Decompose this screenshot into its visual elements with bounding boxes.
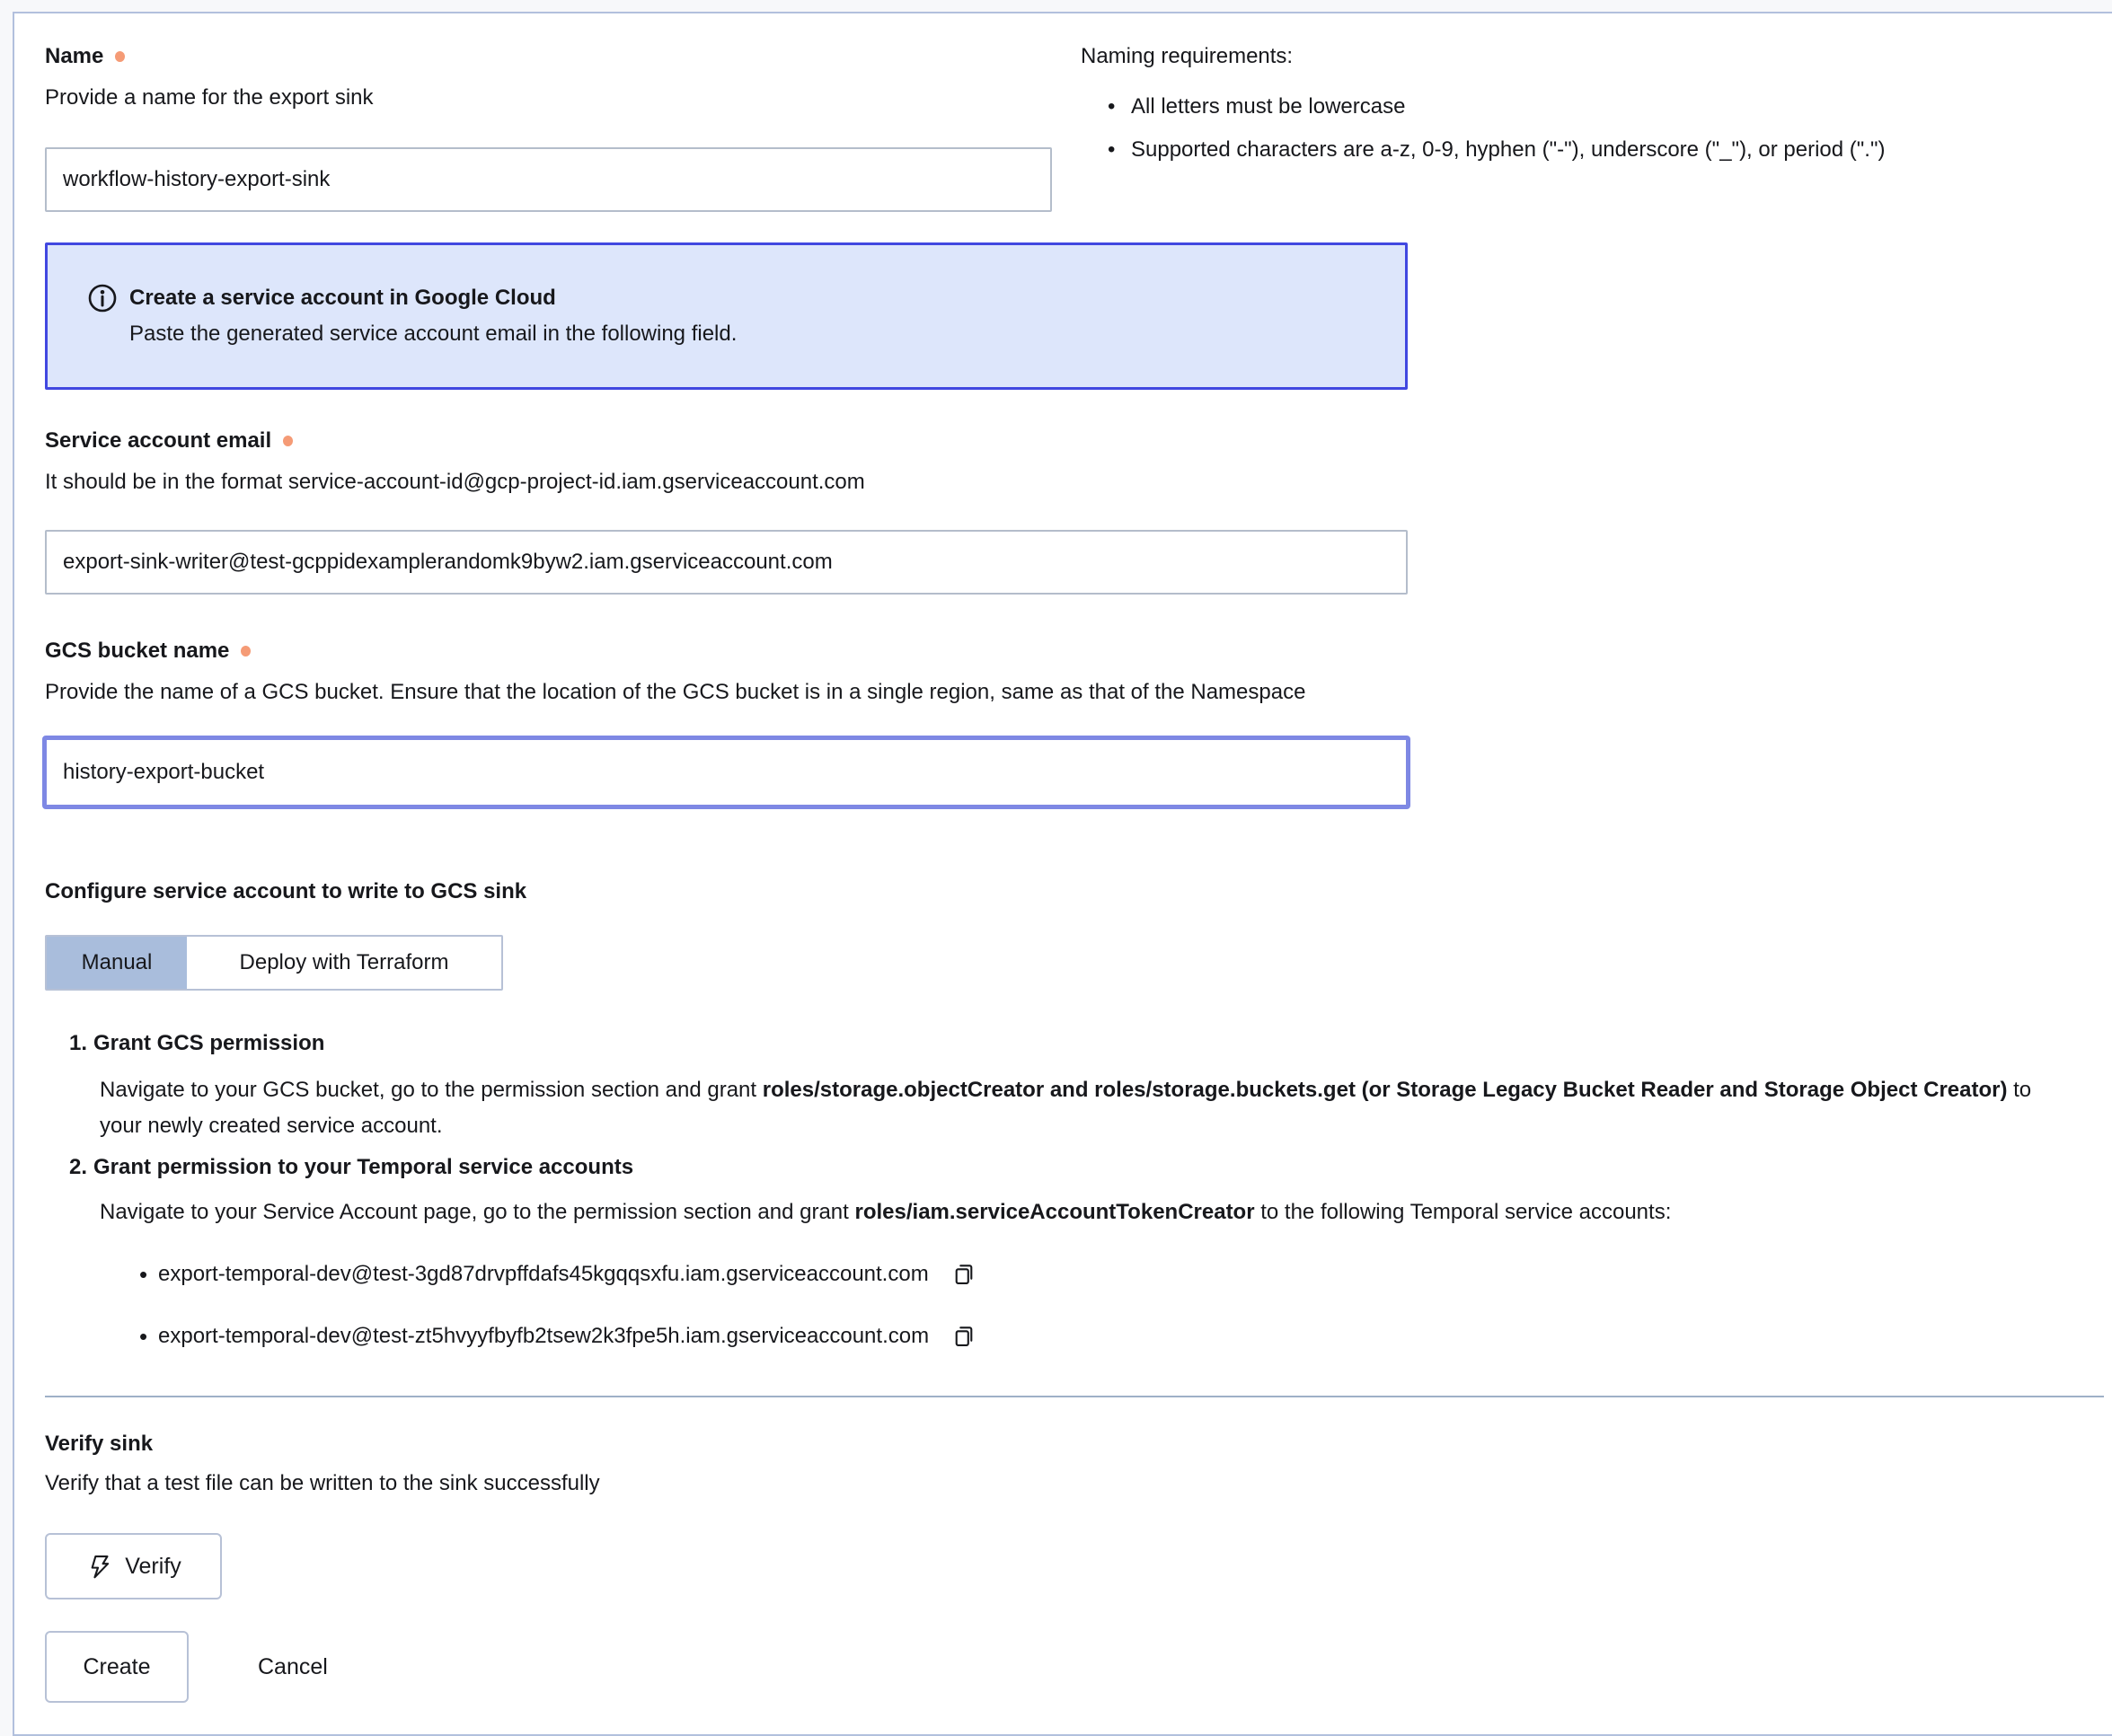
info-banner-title: Create a service account in Google Cloud <box>129 286 556 310</box>
name-field-label <box>45 43 1052 70</box>
naming-requirement-item <box>1081 137 1885 163</box>
copy-button[interactable] <box>951 1261 976 1288</box>
step-number: 2. <box>69 1155 88 1179</box>
cancel-button[interactable]: Cancel <box>249 1631 337 1703</box>
copy-icon <box>951 1261 976 1288</box>
copy-button[interactable] <box>951 1323 976 1350</box>
bullet-icon: • <box>139 1323 148 1350</box>
configure-section-heading: Configure service account to write to GCS sink <box>45 879 527 903</box>
tab-manual[interactable]: Manual <box>47 937 187 989</box>
bullet-icon: • <box>1108 94 1116 119</box>
service-account-description: It should be in the format service-account-id@gcp-project-id.iam.gserviceaccount.com <box>45 470 865 494</box>
list-item <box>139 1318 2104 1354</box>
step-grant-gcs-permission <box>45 1029 2104 1144</box>
name-label-text: Name <box>45 44 104 68</box>
bucket-field-description: Provide the name of a GCS bucket. Ensure that the location of the GCS bucket is in a single region, same as that of the Namespace <box>45 680 1306 704</box>
info-icon <box>87 283 118 313</box>
name-field-description: Provide a name for the export sink <box>45 85 374 110</box>
temporal-service-account-list <box>45 1256 2104 1354</box>
service-account-field-label <box>45 427 2104 454</box>
configure-tabs <box>45 935 503 991</box>
copy-icon <box>951 1323 976 1350</box>
naming-requirement-item <box>1081 93 1885 120</box>
naming-requirements-list <box>1081 93 1885 163</box>
verify-section-description: Verify that a test file can be written to the sink successfully <box>45 1471 600 1495</box>
bullet-icon: • <box>139 1261 148 1288</box>
step-number: 1. <box>69 1031 88 1055</box>
step-body: Navigate to your Service Account page, go to the permission section and grant roles/iam.serviceAccountTokenCreator to the following Temporal service accounts: <box>100 1200 1672 1224</box>
naming-requirement-text: Supported characters are a-z, 0-9, hyphen ("-"), underscore ("_"), or period (".") <box>1131 137 1886 162</box>
bucket-field-label <box>45 638 2104 665</box>
required-dot-icon <box>283 436 293 446</box>
naming-requirement-text: All letters must be lowercase <box>1131 94 1406 119</box>
step-title: Grant GCS permission <box>93 1031 325 1055</box>
naming-requirements-title: Naming requirements: <box>1081 44 1294 68</box>
required-dot-icon <box>241 646 251 657</box>
info-banner-body: Paste the generated service account email in the following field. <box>129 322 738 346</box>
configure-steps <box>45 1029 2104 1354</box>
step-grant-temporal-permission <box>45 1153 2104 1354</box>
name-input[interactable] <box>45 147 1052 212</box>
lightning-icon <box>85 1553 111 1581</box>
section-divider <box>45 1396 2104 1397</box>
service-account-label-text: Service account email <box>45 428 272 453</box>
export-sink-form-panel <box>13 12 2112 1736</box>
gcs-bucket-name-input[interactable] <box>42 736 1410 809</box>
required-dot-icon <box>115 51 125 62</box>
info-banner <box>45 242 1408 390</box>
service-account-email-input[interactable] <box>45 530 1408 595</box>
step-body: Navigate to your GCS bucket, go to the permission section and grant roles/storage.objectCreator and roles/storage.buckets.get (or Storage Legacy Bucket Reader and Storage Object Creator) to your newly created service account. <box>100 1078 2032 1138</box>
verify-button[interactable] <box>45 1533 222 1599</box>
create-button[interactable]: Create <box>45 1631 189 1703</box>
temporal-service-account-email: export-temporal-dev@test-zt5hvyyfbyfb2tsew2k3fpe5h.iam.gserviceaccount.com <box>158 1324 930 1348</box>
step-title: Grant permission to your Temporal service accounts <box>93 1155 634 1179</box>
verify-section-heading: Verify sink <box>45 1432 154 1456</box>
bullet-icon: • <box>1108 137 1116 162</box>
bucket-label-text: GCS bucket name <box>45 639 230 663</box>
list-item <box>139 1256 2104 1292</box>
verify-button-label: Verify <box>125 1553 181 1579</box>
form-actions <box>45 1631 2104 1703</box>
temporal-service-account-email: export-temporal-dev@test-3gd87drvpffdafs45kgqqsxfu.iam.gserviceaccount.com <box>158 1262 929 1286</box>
tab-deploy-with-terraform[interactable]: Deploy with Terraform <box>187 937 501 989</box>
